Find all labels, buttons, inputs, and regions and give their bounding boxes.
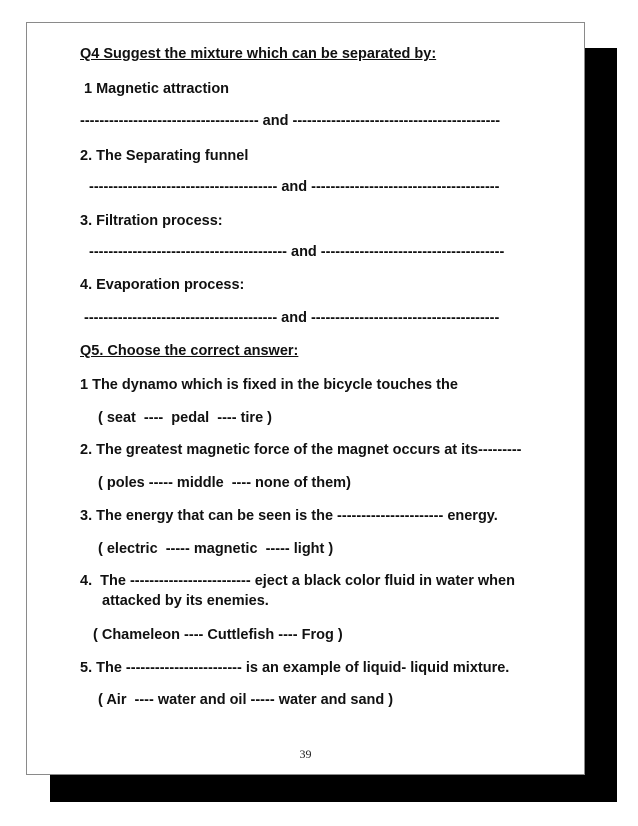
q4-item-3-blank: ----------------------------------------- and --------------------------------------	[89, 244, 505, 260]
q5-item-4-question-cont: attacked by its enemies.	[102, 593, 269, 609]
q5-heading: Q5. Choose the correct answer:	[80, 343, 299, 359]
q5-item-2-options: ( poles ----- middle ---- none of them)	[98, 475, 351, 491]
q5-item-2-question: 2. The greatest magnetic force of the magnet occurs at its---------	[80, 442, 522, 458]
q5-item-3-options: ( electric ----- magnetic ----- light )	[98, 541, 334, 557]
page-number: 39	[299, 747, 312, 761]
q4-heading: Q4 Suggest the mixture which can be separated by:	[80, 46, 437, 62]
q5-item-5-question: 5. The ------------------------ is an example of liquid- liquid mixture.	[80, 660, 510, 676]
document-page	[26, 22, 585, 775]
q5-item-4-options: ( Chameleon ---- Cuttlefish ---- Frog )	[93, 627, 343, 643]
q4-item-4-blank: ---------------------------------------- and ---------------------------------------	[84, 310, 500, 326]
q4-item-1-label: 1 Magnetic attraction	[84, 81, 230, 97]
q4-item-3-label: 3. Filtration process:	[80, 213, 223, 229]
q4-item-2-blank: --------------------------------------- and ---------------------------------------	[89, 179, 500, 195]
q4-item-1-blank: ------------------------------------- and -------------------------------------------	[80, 113, 501, 129]
q5-item-4-question: 4. The ------------------------- eject a black color fluid in water when	[80, 573, 515, 589]
q5-item-1-question: 1 The dynamo which is fixed in the bicycle touches the	[80, 377, 458, 393]
q4-item-4-label: 4. Evaporation process:	[80, 277, 245, 293]
q5-item-1-options: ( seat ---- pedal ---- tire )	[98, 410, 272, 426]
q4-item-2-label: 2. The Separating funnel	[80, 148, 249, 164]
q5-item-5-options: ( Air ---- water and oil ----- water and sand )	[98, 692, 394, 708]
q5-item-3-question: 3. The energy that can be seen is the ---------------------- energy.	[80, 508, 498, 524]
